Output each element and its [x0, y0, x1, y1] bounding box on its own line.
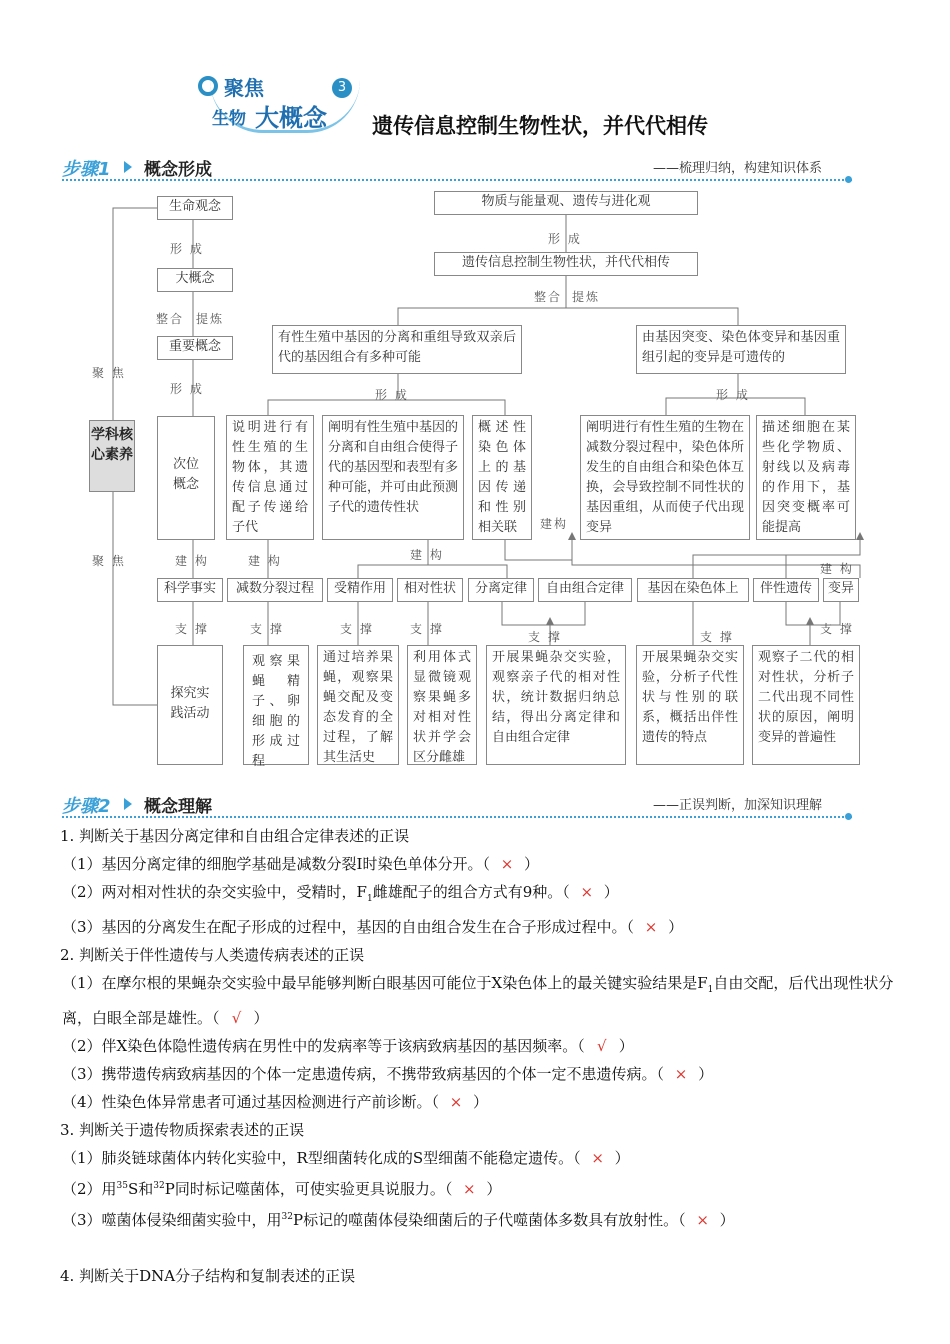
- question-item: [60, 1032, 900, 1060]
- activity-4: 开展果蝇杂交实验，观察亲子代的相对性状，统计数据归纳总结，得出分离定律和自由组合定律: [486, 645, 626, 765]
- big-concept-box: 大概念: [157, 268, 233, 292]
- label-refine: 提炼: [572, 290, 601, 304]
- question-item: [60, 1144, 900, 1172]
- label-refine: 提炼: [196, 312, 225, 326]
- logo-number-badge: 3: [332, 78, 352, 98]
- fact-relative-traits: 相对性状: [397, 578, 463, 602]
- item-text: （4）性染色体异常患者可通过基因检测进行产前诊断。（: [62, 1093, 440, 1111]
- secondary-concept-1: 说明进行有性生殖的生物体，其遗传信息通过配子传递给子代: [226, 415, 314, 540]
- item-text: （3）携带遗传病致病基因的个体一定患遗传病，不携带致病基因的个体一定不患遗传病。（: [62, 1065, 665, 1083]
- important-concept-1: 有性生殖中基因的分离和重组导致双亲后代的基因组合有多种可能: [272, 325, 522, 374]
- activity-1: 观察果蝇精子、卵细胞的形成过程: [243, 645, 309, 765]
- subscript: 1: [707, 985, 714, 995]
- spacer: [60, 1234, 900, 1262]
- label-formed: 形 成: [548, 232, 582, 246]
- fact-gene-on-chromosome: 基因在染色体上: [637, 578, 749, 602]
- logo-text-focus: 聚焦: [224, 76, 264, 100]
- life-view-box: 生命观念: [157, 196, 233, 220]
- question-heading: 1. 判断关于基因分离定律和自由组合定律表述的正误: [60, 827, 410, 845]
- check-mark: √: [231, 1009, 242, 1027]
- label-support: 支 撑: [250, 622, 284, 636]
- activity-6: 观察子二代的相对性状，分析子二代出现不同性状的原因，阐明变异的普遍性: [752, 645, 860, 765]
- label-build: 建 构: [175, 554, 209, 568]
- label-focus: 聚 焦: [92, 554, 126, 568]
- question-item: [60, 1060, 900, 1088]
- superscript: 32: [281, 1212, 293, 1222]
- fact-meiosis: 减数分裂过程: [227, 578, 323, 602]
- view-box: 物质与能量观、遗传与进化观: [434, 191, 698, 215]
- connector: [505, 540, 860, 578]
- secondary-concept-5: 描述细胞在某些化学物质、射线以及病毒的作用下，基因突变概率可能提高: [756, 415, 856, 540]
- item-text: （2）伴X染色体隐性遗传病在男性中的发病率等于该病致病基因的基因频率。（: [62, 1037, 585, 1055]
- item-text: （3）基因的分离发生在配子形成的过程中，基因的自由组合发生在合子形成过程中。（: [62, 918, 635, 936]
- arrow-icon: [546, 617, 554, 625]
- step1-title: 概念形成: [144, 160, 212, 180]
- item-text: （1）肺炎链球菌体内转化实验中，R型细菌转化成的S型细菌不能稳定遗传。（: [62, 1149, 581, 1167]
- label-formed: 形 成: [716, 388, 750, 402]
- item-end: ）: [473, 1093, 489, 1111]
- question-heading: 2. 判断关于伴性遗传与人类遗传病表述的正误: [60, 946, 365, 964]
- item-end: ）: [698, 1065, 714, 1083]
- step2-header: [62, 792, 852, 816]
- cross-mark: ×: [580, 883, 594, 901]
- question-item: [60, 969, 900, 1032]
- important-concept-2: 由基因突变、染色体变异和基因重组引起的变异是可遗传的: [636, 325, 846, 374]
- label-build: 建构: [540, 517, 569, 531]
- activity-3: 利用体式显微镜观察果蝇多对相对性状并学会区分雌雄: [407, 645, 477, 765]
- connector: [358, 565, 507, 578]
- label-formed: 形 成: [170, 242, 204, 256]
- item-end: ）: [719, 1211, 735, 1229]
- check-mark: √: [596, 1037, 607, 1055]
- label-integrate: 整合: [156, 312, 185, 326]
- superscript: 32: [153, 1181, 165, 1191]
- subscript: 1: [366, 894, 373, 904]
- scientific-facts-box: 科学事实: [157, 578, 223, 602]
- item-end: ）: [618, 1037, 634, 1055]
- item-text: 自由交配，后代出现性状分离，白眼全部是雄性。（: [62, 974, 894, 1027]
- secondary-concept-2: 阐明有性生殖中基因的分离和自由组合使得子代的基因型和表型有多种可能，并可由此预测子代的遗传性状: [322, 415, 464, 540]
- secondary-concept-3: 概述性染色体上的基因传递和性别相关联: [472, 415, 532, 540]
- item-end: ）: [523, 855, 539, 873]
- logo-text-biology: 生物: [212, 109, 246, 129]
- question-item: [60, 1203, 900, 1234]
- arrow-icon: [856, 532, 864, 540]
- item-end: ）: [668, 918, 684, 936]
- arrow-icon: [568, 532, 576, 540]
- cross-mark: ×: [674, 1065, 688, 1083]
- item-text: （1）在摩尔根的果蝇杂交实验中最早能够判断白眼基因可能位于X染色体上的最关键实验结果是F: [62, 974, 708, 992]
- label-build: 建 构: [248, 554, 282, 568]
- label-build: 建 构: [410, 548, 444, 562]
- big-concept-main-box: 遗传信息控制生物性状，并代代相传: [434, 252, 698, 276]
- triangle-icon: [124, 798, 132, 810]
- connector: [398, 308, 738, 325]
- label-support: 支 撑: [700, 630, 734, 644]
- step1-badge: 步骤1: [62, 159, 111, 180]
- page-title: 遗传信息控制生物性状，并代代相传: [372, 114, 708, 138]
- item-text: S和: [128, 1180, 154, 1198]
- item-text: （1）基因分离定律的细胞学基础是减数分裂Ⅰ时染色单体分开。（: [62, 855, 490, 873]
- connector: [113, 208, 157, 420]
- logo-text-big-concept: 大概念: [255, 104, 327, 132]
- question-heading: 4. 判断关于DNA分子结构和复制表述的正误: [60, 1267, 356, 1285]
- label-focus: 聚 焦: [92, 366, 126, 380]
- fact-independent-assortment: 自由组合定律: [538, 578, 632, 602]
- question-item: [60, 913, 900, 941]
- arrow-icon: [806, 617, 814, 625]
- question-item: [60, 878, 900, 913]
- fact-segregation-law: 分离定律: [468, 578, 534, 602]
- connector: [502, 602, 585, 625]
- item-text: （2）两对相对性状的杂交实验中，受精时，F: [62, 883, 367, 901]
- label-support: 支 撑: [410, 622, 444, 636]
- secondary-concept-box: 次位概念: [157, 416, 215, 540]
- question-item: [60, 1172, 900, 1203]
- divider: [62, 816, 852, 818]
- activity-2: 通过培养果蝇，观察果蝇交配及变态发育的全过程，了解其生活史: [317, 645, 399, 765]
- item-end: ）: [603, 883, 619, 901]
- important-concept-box: 重要概念: [157, 336, 233, 360]
- label-formed: 形 成: [375, 388, 409, 402]
- item-text: （2）用: [62, 1180, 117, 1198]
- item-end: ）: [253, 1009, 269, 1027]
- cross-mark: ×: [591, 1149, 604, 1167]
- question-item: [60, 1088, 900, 1116]
- superscript: 35: [116, 1181, 128, 1191]
- questions: [60, 822, 900, 1290]
- step1-subtitle: ——梳理归纳，构建知识体系: [652, 161, 822, 176]
- connector: [113, 492, 157, 705]
- question-heading: 3. 判断关于遗传物质探索表述的正误: [60, 1121, 305, 1139]
- dot-icon: [845, 813, 852, 820]
- cross-mark: ×: [500, 855, 514, 873]
- core-literacy-box: 学科核心素养: [89, 420, 135, 492]
- step2-title: 概念理解: [144, 797, 212, 817]
- inquiry-activity-box: 探究实践活动: [157, 645, 223, 765]
- item-end: ）: [614, 1149, 630, 1167]
- item-end: ）: [486, 1180, 502, 1198]
- fact-variation: 变异: [823, 578, 859, 602]
- label-integrate: 整合: [534, 290, 563, 304]
- item-text: P同时标记噬菌体，可使实验更具说服力。（: [164, 1180, 453, 1198]
- label-formed: 形 成: [170, 382, 204, 396]
- label-support: 支 撑: [175, 622, 209, 636]
- label-support: 支 撑: [528, 630, 562, 644]
- fact-sex-linked: 伴性遗传: [753, 578, 819, 602]
- step2-subtitle: ——正误判断，加深知识理解: [652, 798, 822, 813]
- label-support: 支 撑: [820, 622, 854, 636]
- activity-5: 开展果蝇杂交实验，分析子代性状与性别的联系，概括出伴性遗传的特点: [636, 645, 744, 765]
- secondary-concept-4: 阐明进行有性生殖的生物在减数分裂过程中，染色体所发生的自由组合和染色体互换，会导致控制不同性状的基因重组，从而使子代出现变异: [580, 415, 750, 540]
- cross-mark: ×: [696, 1211, 709, 1229]
- fact-fertilization: 受精作用: [327, 578, 393, 602]
- item-text: 雌雄配子的组合方式有9种。（: [372, 883, 570, 901]
- item-text: P标记的噬菌体侵染细菌后的子代噬菌体多数具有放射性。（: [293, 1211, 686, 1229]
- cross-mark: ×: [449, 1093, 463, 1111]
- cross-mark: ×: [463, 1180, 476, 1198]
- label-support: 支 撑: [340, 622, 374, 636]
- question-item: [60, 850, 900, 878]
- item-text: （3）噬菌体侵染细菌实验中，用: [62, 1211, 282, 1229]
- cross-mark: ×: [644, 918, 658, 936]
- step2-badge: 步骤2: [62, 796, 111, 817]
- label-build: 建 构: [820, 562, 854, 576]
